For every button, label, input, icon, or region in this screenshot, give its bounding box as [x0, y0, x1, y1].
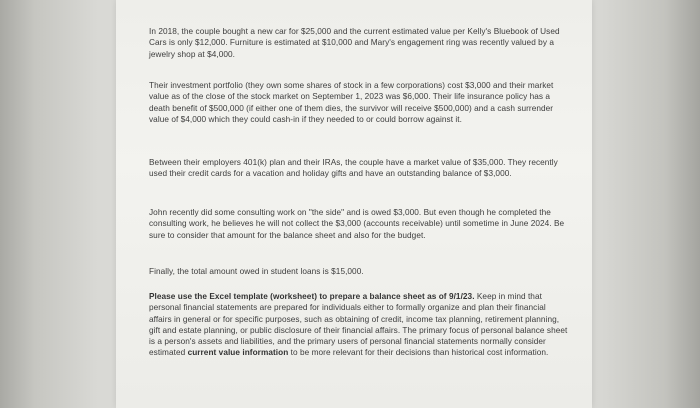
paragraph-car-furniture-ring: In 2018, the couple bought a new car for $25,000 and the current estimated value per Kelly's Bluebook of Used Cars is only $12,000. Furniture is estimated at $10,000 and Mary's engagement ring was recently valued by a jewelry shop at $4,000.	[149, 27, 560, 59]
paragraph-instructions	[149, 291, 569, 358]
paragraph-investments-insurance: Their investment portfolio (they own some shares of stock in a few corporations) cost $3,000 and their market value as of the close of the stock market on September 1, 2023 was $6,000. Their life insurance policy has a death benefit of $500,000 (if either one of them dies, the survivor will receive $500,000) and a cash surrender value of $4,000 which they could cash-in if they needed to or could borrow against it.	[149, 81, 554, 124]
instruction-ending: to be more relevant for their decisions than historical cost information.	[288, 348, 549, 358]
instruction-bold-lead: Please use the Excel template (worksheet) to prepare a balance sheet as of 9/1/23.	[149, 292, 475, 302]
paragraph-student-loans: Finally, the total amount owed in student loans is $15,000.	[149, 267, 364, 277]
paragraph-retirement-credit-cards: Between their employers 401(k) plan and their IRAs, the couple have a market value of $35,000. They recently used their credit cards for a vacation and holiday gifts and have an outstanding balance of $3,000.	[149, 158, 558, 179]
paragraph-consulting-receivable: John recently did some consulting work on "the side" and is owed $3,000. But even though he completed the consulting work, he believes he will not collect the $3,000 (accounts receivable) until sometime in June 2024. Be sure to consider that amount for the balance sheet and also for the budget.	[149, 208, 565, 240]
instruction-body: Keep in mind that personal financial statements are prepared for individuals either to formally organize and plan their financial affairs in general or for specific purposes, such as obtaining of credit, income tax planning, retirement planning, gift and estate planning, or public disclosure of their financial affairs. The primary focus of personal balance sheet is a person's assets and liabilities, and the primary users of personal financial statements normally consider estimated	[149, 292, 568, 358]
instruction-bold-current-value: current value information	[187, 348, 289, 358]
